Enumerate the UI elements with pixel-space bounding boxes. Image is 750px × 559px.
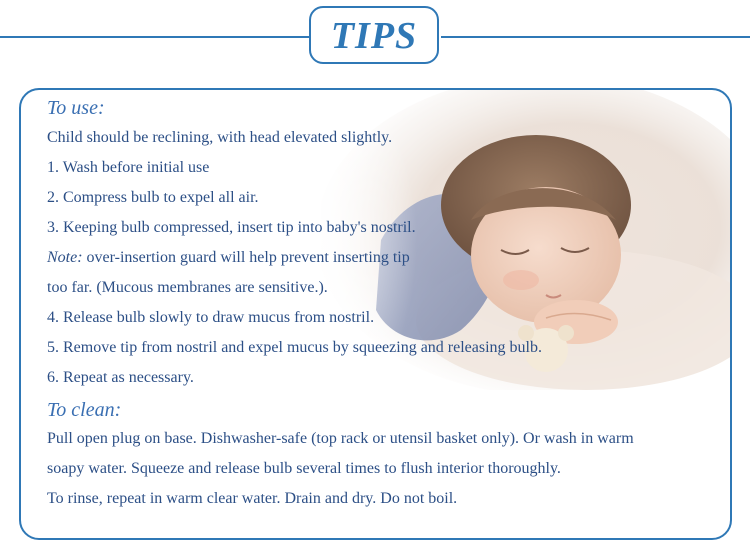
step-1: 1. Wash before initial use bbox=[47, 159, 210, 176]
clean-line-1: Pull open plug on base. Dishwasher-safe (top rack or utensil basket only). Or wash in warm bbox=[47, 430, 634, 447]
to-use-intro: Child should be reclining, with head elevated slightly. bbox=[47, 129, 393, 146]
clean-line-3: To rinse, repeat in warm clear water. Drain and dry. Do not boil. bbox=[47, 490, 458, 507]
note-text: over-insertion guard will help prevent inserting tip bbox=[82, 249, 410, 266]
note-label: Note: bbox=[47, 249, 83, 266]
step-5: 5. Remove tip from nostril and expel mucus by squeezing and releasing bulb. bbox=[47, 339, 542, 356]
step-3: 3. Keeping bulb compressed, insert tip into baby's nostril. bbox=[47, 219, 416, 236]
step-6: 6. Repeat as necessary. bbox=[47, 369, 194, 386]
instructions-panel bbox=[19, 88, 732, 540]
header-rule-left bbox=[0, 36, 311, 38]
clean-line-2: soapy water. Squeeze and release bulb several times to flush interior thoroughly. bbox=[47, 460, 561, 477]
tips-badge bbox=[309, 6, 439, 64]
to-use-heading: To use: bbox=[47, 97, 105, 119]
step-4: 4. Release bulb slowly to draw mucus from nostril. bbox=[47, 309, 375, 326]
tips-title: TIPS bbox=[330, 15, 418, 57]
step-2: 2. Compress bulb to expel all air. bbox=[47, 189, 259, 206]
header-rule-right bbox=[441, 36, 750, 38]
note-continuation: too far. (Mucous membranes are sensitive.). bbox=[47, 279, 328, 296]
note-line bbox=[47, 248, 410, 268]
to-clean-heading: To clean: bbox=[47, 399, 122, 421]
